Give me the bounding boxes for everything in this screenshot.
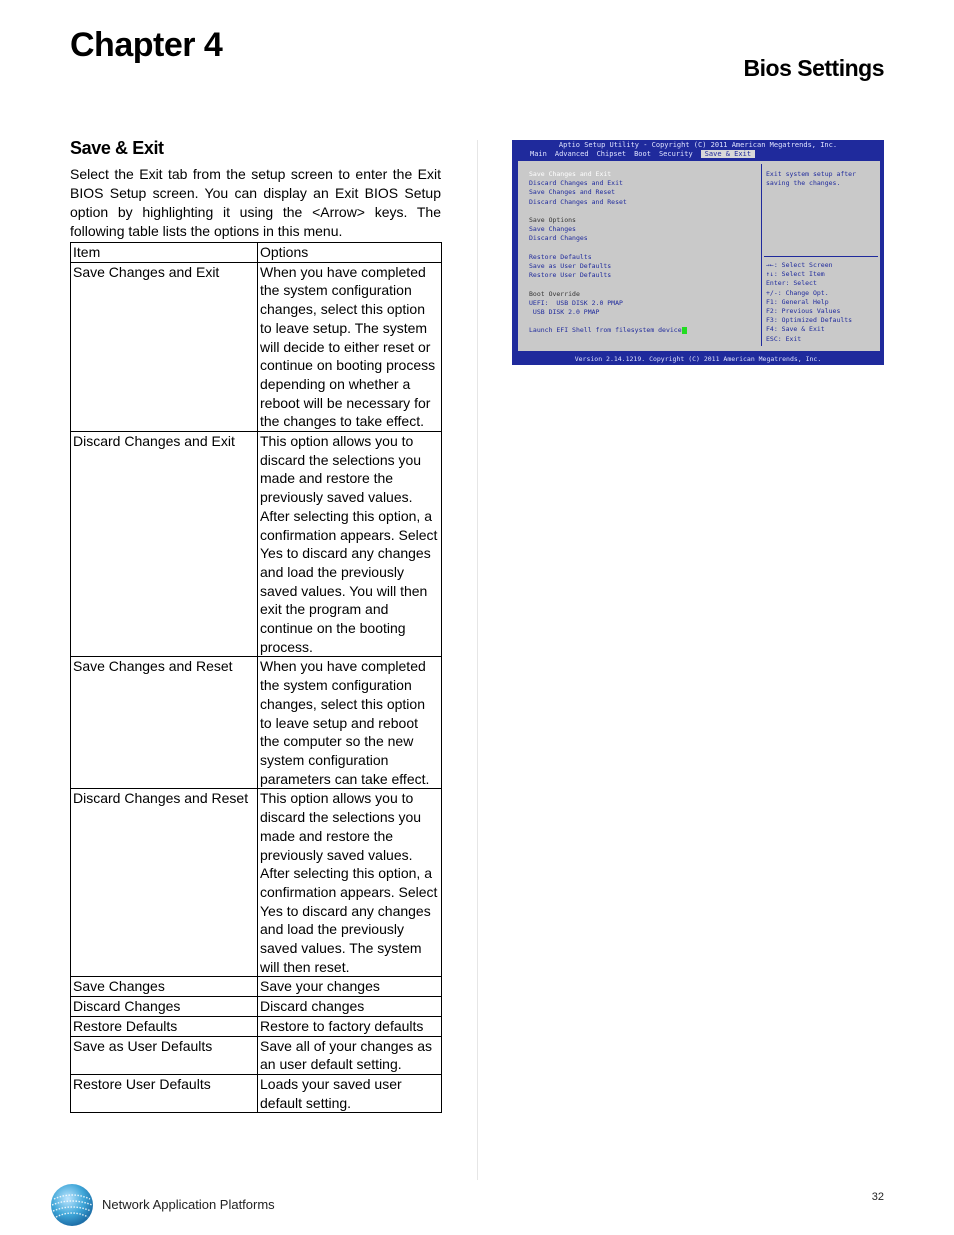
bios-panel-divider <box>761 164 762 346</box>
bios-tab-chipset[interactable]: Chipset <box>596 150 627 158</box>
page-number: 32 <box>871 1191 884 1203</box>
bios-item-restore-defaults[interactable]: Restore Defaults <box>529 252 592 261</box>
bios-group-boot-override: Boot Override <box>529 289 580 298</box>
bios-menu <box>529 170 759 336</box>
table-row <box>71 1036 442 1074</box>
table-row <box>71 977 442 997</box>
table-row <box>71 1016 442 1036</box>
table-cell-option: Discard changes <box>258 997 442 1017</box>
table-header-item: Item <box>71 243 258 263</box>
table-cell-item: Save Changes <box>71 977 258 997</box>
table-cell-option: Restore to factory defaults <box>258 1016 442 1036</box>
bios-title: Aptio Setup Utility - Copyright (C) 2011 American Megatrends, Inc. <box>558 141 838 149</box>
table-cell-option: When you have completed the system configuration changes, select this option to leave setup and reboot the computer so the new system configuration parameters can take effect. <box>258 657 442 789</box>
table-cell-item: Save as User Defaults <box>71 1036 258 1074</box>
bios-key: ESC: Exit <box>766 334 802 343</box>
intro-paragraph: Select the Exit tab from the setup screen to enter the Exit BIOS Setup screen. You can display an Exit BIOS Setup option by highlighting it using the <Arrow> keys. The following table lists the options in this menu. <box>70 166 441 239</box>
table-cell-item: Save Changes and Reset <box>71 657 258 789</box>
bios-item-save-user-defaults[interactable]: Save as User Defaults <box>529 262 612 271</box>
table-cell-option: Loads your saved user default setting. <box>258 1074 442 1112</box>
bios-key-legend <box>766 261 878 344</box>
bios-tab-save-exit[interactable]: Save & Exit <box>701 150 755 158</box>
bios-help-divider <box>764 256 878 257</box>
globe-logo-icon <box>50 1183 94 1227</box>
table-cell-item: Discard Changes and Exit <box>71 432 258 657</box>
bios-tab-boot[interactable]: Boot <box>634 150 651 158</box>
bios-item-save-exit[interactable]: Save Changes and Exit <box>529 170 612 178</box>
bios-tab-bar <box>530 150 763 158</box>
table-cell-option: Save all of your changes as an user default setting. <box>258 1036 442 1074</box>
bios-item-usb-disk[interactable]: USB DISK 2.0 PMAP <box>529 308 600 317</box>
table-row <box>71 1074 442 1112</box>
bios-item-discard-reset[interactable]: Discard Changes and Reset <box>529 197 627 206</box>
bios-item-save-reset[interactable]: Save Changes and Reset <box>529 188 616 197</box>
options-table <box>70 242 442 1113</box>
table-cell-item: Save Changes and Exit <box>71 262 258 431</box>
bios-key: F2: Previous Values <box>766 307 841 316</box>
bios-tab-main[interactable]: Main <box>530 150 547 158</box>
bios-tab-security[interactable]: Security <box>658 150 693 158</box>
table-row <box>71 657 442 789</box>
table-row <box>71 262 442 431</box>
bios-key: ↑↓: Select Item <box>766 270 825 279</box>
bios-item-uefi-usb[interactable]: UEFI: USB DISK 2.0 PMAP <box>529 298 623 307</box>
bios-item-discard-exit[interactable]: Discard Changes and Exit <box>529 179 623 188</box>
bios-help-text: Exit system setup after saving the changes. <box>766 170 857 188</box>
bios-item-launch-efi-row[interactable] <box>529 326 759 335</box>
table-cell-option: Save your changes <box>258 977 442 997</box>
bios-key: +/-: Change Opt. <box>766 288 829 297</box>
table-cell-item: Restore Defaults <box>71 1016 258 1036</box>
bios-key: F4: Save & Exit <box>766 325 825 334</box>
column-divider <box>477 140 478 1180</box>
bios-key: F1: General Help <box>766 297 829 306</box>
footer-brand: Network Application Platforms <box>102 1197 275 1212</box>
bios-tab-advanced[interactable]: Advanced <box>554 150 589 158</box>
section-title: Bios Settings <box>743 55 884 81</box>
bios-key: Enter: Select <box>766 279 817 288</box>
bios-screenshot <box>512 140 884 365</box>
chapter-title: Chapter 4 <box>70 26 223 64</box>
table-row <box>71 789 442 977</box>
table-row <box>71 997 442 1017</box>
bios-item-save-changes[interactable]: Save Changes <box>529 225 576 234</box>
table-cell-item: Discard Changes and Reset <box>71 789 258 977</box>
table-header-options: Options <box>258 243 442 263</box>
table-row <box>71 432 442 657</box>
bios-footer: Version 2.14.1219. Copyright (C) 2011 American Megatrends, Inc. <box>574 355 822 363</box>
table-cell-option: This option allows you to discard the selections you made and restore the previously saved values. After selecting this option, a confirmation appears. Select Yes to discard any changes and load the previously saved values. The system will then reset. <box>258 789 442 977</box>
bios-panel <box>517 160 881 352</box>
save-exit-heading: Save & Exit <box>70 138 164 158</box>
bios-group-save-options: Save Options <box>529 216 576 225</box>
bios-item-launch-efi[interactable]: Launch EFI Shell from filesystem device <box>529 326 682 335</box>
bios-key: →←: Select Screen <box>766 261 833 269</box>
table-cell-item: Restore User Defaults <box>71 1074 258 1112</box>
table-cell-option: This option allows you to discard the selections you made and restore the previously saved values. After selecting this option, a confirmation appears. Select Yes to discard any changes and load the previously saved values. You will then exit the program and continue on the booting process. <box>258 432 442 657</box>
bios-item-restore-user-defaults[interactable]: Restore User Defaults <box>529 271 612 280</box>
table-cell-option: When you have completed the system configuration changes, select this option to leave setup. The system will decide to either reset or continue on booting process depending on whether a reboot will be necessary for the changes to take effect. <box>258 262 442 431</box>
table-header-row <box>71 243 442 263</box>
bios-item-discard-changes[interactable]: Discard Changes <box>529 234 588 243</box>
bios-key: F3: Optimized Defaults <box>766 316 853 325</box>
cursor-icon <box>682 327 687 334</box>
table-cell-item: Discard Changes <box>71 997 258 1017</box>
